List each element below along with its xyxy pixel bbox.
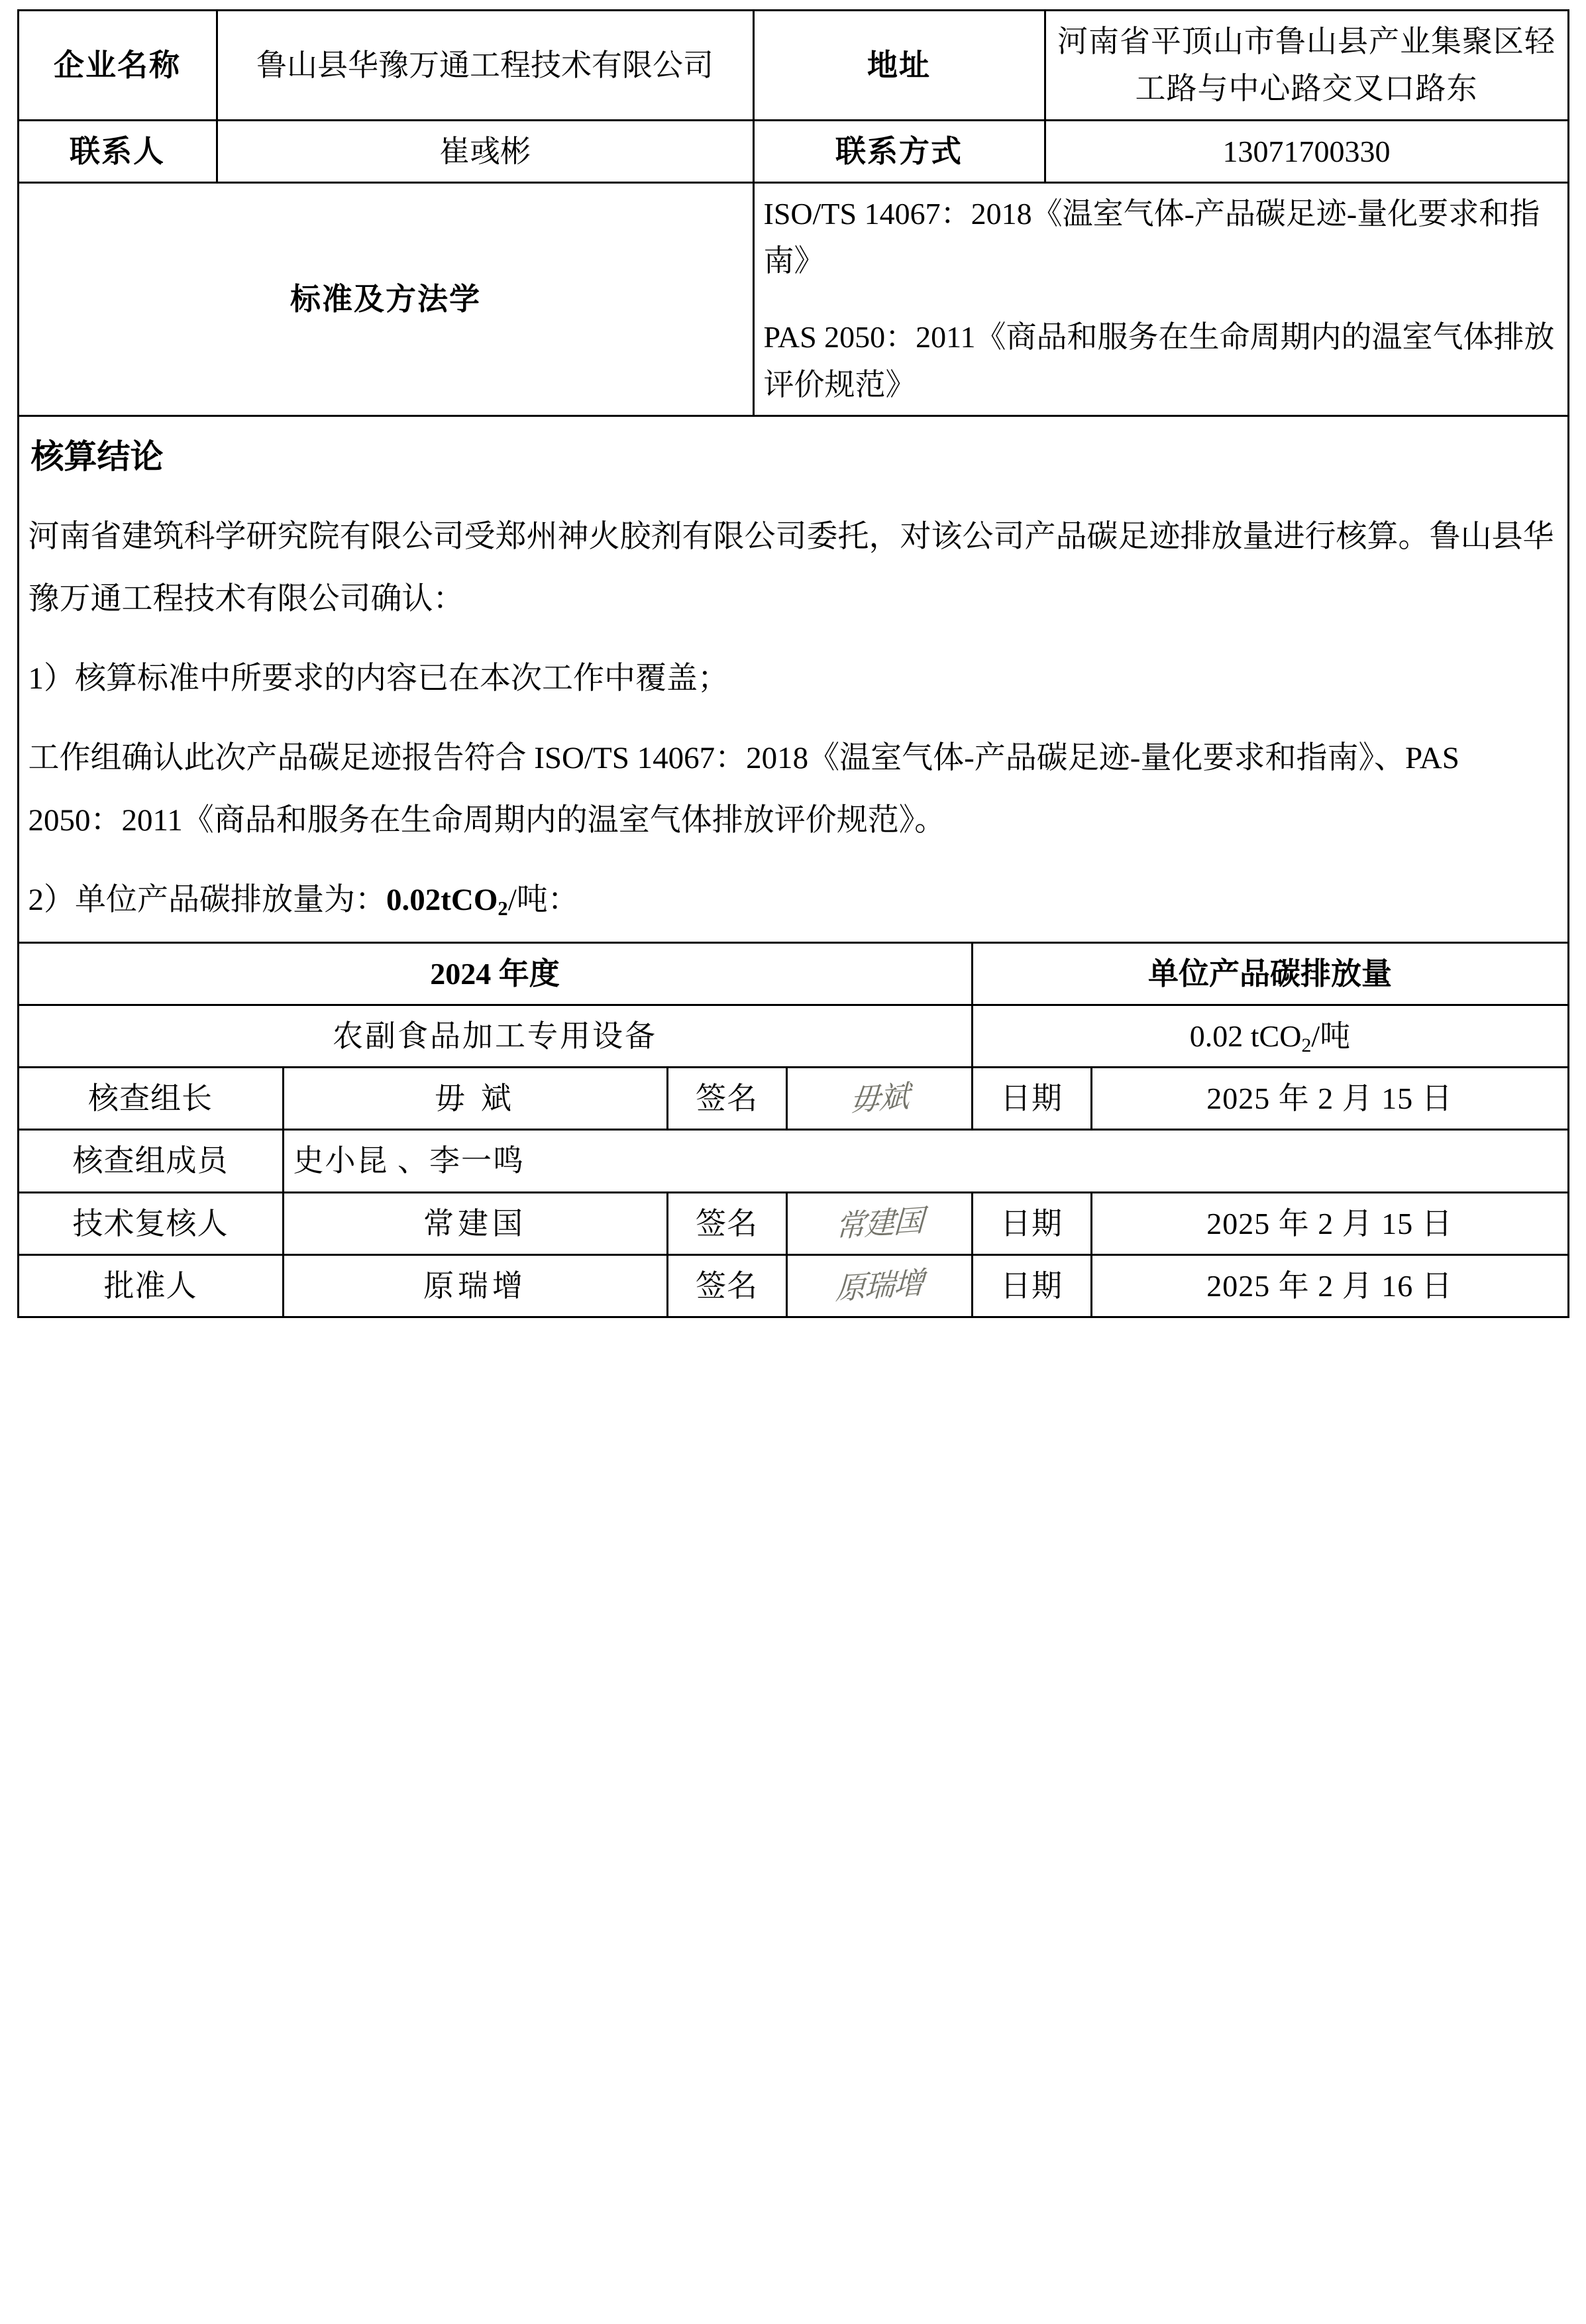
item2-subscript: 2 bbox=[498, 897, 508, 920]
standard-values bbox=[753, 182, 1568, 415]
value-subscript: 2 bbox=[1301, 1034, 1312, 1057]
company-label: 企业名称 bbox=[18, 11, 217, 121]
conclusion-row bbox=[18, 416, 1568, 943]
leader-date: 2025 年 2 月 15 日 bbox=[1091, 1068, 1568, 1130]
table-row bbox=[18, 120, 1568, 182]
leader-name: 毋 斌 bbox=[283, 1068, 667, 1130]
info-table bbox=[17, 9, 1569, 944]
year-header: 2024 年度 bbox=[18, 942, 972, 1005]
reviewer-date: 2025 年 2 月 15 日 bbox=[1091, 1192, 1568, 1254]
reviewer-date-label: 日期 bbox=[972, 1192, 1091, 1254]
result-table bbox=[17, 942, 1569, 1319]
approver-name: 原瑞增 bbox=[283, 1255, 667, 1317]
leader-date-label: 日期 bbox=[972, 1068, 1091, 1130]
conclusion-item-2 bbox=[28, 869, 1558, 931]
product-value bbox=[972, 1005, 1568, 1067]
contact-label: 联系人 bbox=[18, 120, 217, 182]
item2-value: 0.02tCO bbox=[386, 882, 498, 917]
table-row bbox=[18, 1130, 1568, 1192]
members-value: 史小昆 、李一鸣 bbox=[283, 1130, 1568, 1192]
table-row bbox=[18, 1068, 1568, 1130]
leader-sign-label: 签名 bbox=[667, 1068, 786, 1130]
phone-label: 联系方式 bbox=[753, 120, 1045, 182]
conclusion-paragraph: 工作组确认此次产品碳足迹报告符合 ISO/TS 14067：2018《温室气体-产品碳足迹-量化要求和指南》、PAS 2050：2011《商品和服务在生命周期内的温室气体排放评价规范》。 bbox=[28, 740, 1459, 838]
signature-mark: 常建国 bbox=[835, 1203, 924, 1244]
signature-mark: 毋斌 bbox=[849, 1079, 909, 1118]
reviewer-label: 技术复核人 bbox=[18, 1192, 283, 1254]
table-row bbox=[18, 1192, 1568, 1254]
table-row bbox=[18, 1255, 1568, 1317]
conclusion-title: 核算结论 bbox=[30, 438, 164, 476]
value-suffix: /吨 bbox=[1311, 1019, 1351, 1053]
table-row bbox=[18, 182, 1568, 415]
approver-date-label: 日期 bbox=[972, 1255, 1091, 1317]
standard-item: ISO/TS 14067：2018《温室气体-产品碳足迹-量化要求和指南》 bbox=[763, 196, 1540, 278]
address-value: 河南省平顶山市鲁山县产业集聚区轻工路与中心路交叉口路东 bbox=[1045, 11, 1568, 121]
address-label: 地址 bbox=[753, 11, 1045, 121]
approver-label: 批准人 bbox=[18, 1255, 283, 1317]
table-row bbox=[18, 942, 1568, 1005]
approver-signature bbox=[786, 1255, 972, 1317]
company-value: 鲁山县华豫万通工程技术有限公司 bbox=[217, 11, 753, 121]
standard-item: PAS 2050：2011《商品和服务在生命周期内的温室气体排放评价规范》 bbox=[763, 320, 1555, 402]
table-row bbox=[18, 11, 1568, 121]
reviewer-sign-label: 签名 bbox=[667, 1192, 786, 1254]
product-name: 农副食品加工专用设备 bbox=[18, 1005, 972, 1067]
approver-sign-label: 签名 bbox=[667, 1255, 786, 1317]
approver-date: 2025 年 2 月 16 日 bbox=[1091, 1255, 1568, 1317]
conclusion-cell bbox=[18, 416, 1568, 943]
reviewer-signature bbox=[786, 1192, 972, 1254]
item2-prefix: 2）单位产品碳排放量为： bbox=[28, 882, 386, 917]
standard-label: 标准及方法学 bbox=[18, 182, 753, 415]
members-label: 核查组成员 bbox=[18, 1130, 283, 1192]
phone-value: 13071700330 bbox=[1045, 120, 1568, 182]
leader-label: 核查组长 bbox=[18, 1068, 283, 1130]
reviewer-name: 常建国 bbox=[283, 1192, 667, 1254]
leader-signature bbox=[786, 1068, 972, 1130]
value-prefix: 0.02 tCO bbox=[1189, 1019, 1302, 1053]
item2-suffix: /吨： bbox=[507, 882, 579, 917]
value-header: 单位产品碳排放量 bbox=[972, 942, 1568, 1005]
signature-mark: 原瑞增 bbox=[835, 1266, 924, 1306]
conclusion-paragraph: 1）核算标准中所要求的内容已在本次工作中覆盖； bbox=[28, 661, 729, 696]
contact-value: 崔彧彬 bbox=[217, 120, 753, 182]
table-row bbox=[18, 1005, 1568, 1067]
conclusion-paragraph: 河南省建筑科学研究院有限公司受郑州神火胶剂有限公司委托，对该公司产品碳足迹排放量进行核算。鲁山县华豫万通工程技术有限公司确认： bbox=[28, 519, 1554, 616]
